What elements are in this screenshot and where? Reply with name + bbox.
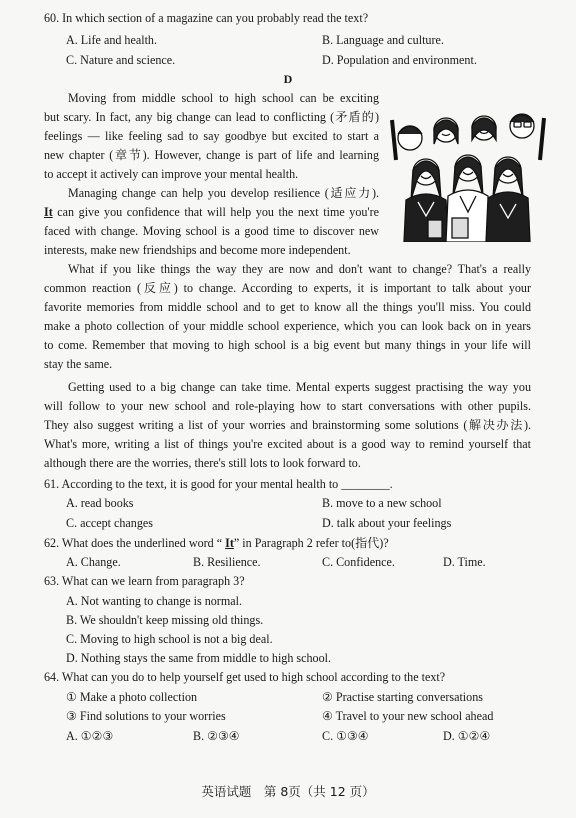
p4-line: although there are the worries, there's still lots to look forward to. — [44, 456, 361, 470]
p4-line: will follow to your new school and role-playing how to start conversations with other pupils. — [44, 399, 531, 413]
p1-line: to accept it actively can improve your mental health. — [44, 167, 299, 181]
q64-option-c: C. ①③④ — [322, 729, 369, 743]
p1-line: Moving from middle school to high school can be exciting — [68, 91, 379, 105]
students-illustration — [388, 100, 548, 242]
q64-item-4: ④ Travel to your new school ahead — [322, 709, 494, 723]
q60-stem: 60. In which section of a magazine can you probably read the text? — [44, 11, 369, 25]
q61-option-c: C. accept changes — [66, 516, 153, 530]
q60-option-a: A. Life and health. — [66, 33, 158, 47]
p3-line: favorite memories from middle school and to get to know all the things you'll miss. You could — [44, 300, 531, 314]
q60-option-b: B. Language and culture. — [322, 33, 444, 47]
p2-line: Managing change can help you develop resilience (适应力). — [68, 186, 379, 200]
passage-paragraph-2 — [44, 184, 379, 260]
p2-line: interests, make new friendships and become more independent. — [44, 243, 351, 257]
p4-line: Getting used to a big change can take time. Mental experts suggest practising the way you — [68, 380, 531, 394]
passage-paragraph-4 — [44, 378, 531, 473]
q61-stem: 61. According to the text, it is good for your mental health to ________. — [44, 477, 393, 491]
q62-stem-end: ” in Paragraph 2 refer to(指代)? — [233, 536, 389, 550]
q64-item-1: ① Make a photo collection — [66, 690, 198, 704]
q62-stem — [44, 534, 389, 553]
q64-option-d: D. ①②④ — [443, 729, 491, 743]
q62-option-d: D. Time. — [443, 555, 486, 569]
passage-paragraph-3 — [44, 260, 531, 374]
p4-line: They also suggest writing a list of your worries and brainstorming some solutions (解决办法). — [44, 418, 531, 432]
q61-option-a: A. read books — [66, 496, 134, 510]
p2-line-it — [44, 203, 379, 222]
p2-line: faced with change. Moving school is a good time to discover new — [44, 224, 379, 238]
q60-option-c: C. Nature and science. — [66, 53, 176, 67]
q62-underlined-it: It — [225, 536, 234, 550]
q62-option-a: A. Change. — [66, 555, 121, 569]
q64-item-3: ③ Find solutions to your worries — [66, 709, 226, 723]
p1-line: new chapter (章节). However, change is part of life and learning — [44, 148, 379, 162]
q63-option-c: C. Moving to high school is not a big deal. — [66, 632, 273, 646]
passage-label: D — [283, 72, 293, 86]
q64-option-a: A. ①②③ — [66, 729, 114, 743]
page-footer: 英语试题 第 8页（共 12 页） — [201, 784, 375, 799]
q62-stem-start: 62. What does the underlined word “ — [44, 536, 226, 550]
q62-option-c: C. Confidence. — [322, 555, 395, 569]
q64-option-b: B. ②③④ — [193, 729, 240, 743]
passage-paragraph-1 — [44, 89, 379, 184]
underlined-word-it: It — [44, 205, 53, 219]
q63-option-d: D. Nothing stays the same from middle to high school. — [66, 651, 332, 665]
q63-option-b: B. We shouldn't keep missing old things. — [66, 613, 264, 627]
p3-line: to come. Remember that moving to high school is a big event but many things in your life will — [44, 338, 531, 352]
q63-option-a: A. Not wanting to change is normal. — [66, 594, 242, 608]
p4-line: What's more, writing a list of things you're excited about is a good way to remind yourself that — [44, 437, 531, 451]
p1-line: but scary. In fact, any big change can lead to conflicting (矛盾的) — [44, 110, 379, 124]
q62-option-b: B. Resilience. — [193, 555, 261, 569]
q63-stem: 63. What can we learn from paragraph 3? — [44, 574, 245, 588]
q60-option-d: D. Population and environment. — [322, 53, 477, 67]
q64-stem: 64. What can you do to help yourself get used to high school according to the text? — [44, 670, 446, 684]
p2-line-rest: can give you confidence that will help you the next time you're — [52, 205, 379, 219]
p3-line: stay the same. — [44, 357, 113, 371]
q61-option-d: D. talk about your feelings — [322, 516, 452, 530]
p3-line: What if you like things the way they are now and don't want to change? That's a really — [68, 262, 531, 276]
q64-item-2: ② Practise starting conversations — [322, 690, 483, 704]
p3-line: make a photo collection of your middle school experience, which you can look back on in years — [44, 319, 531, 333]
q61-option-b: B. move to a new school — [322, 496, 442, 510]
p1-line: feelings — like feeling sad to say goodbye but excited to start a — [44, 129, 379, 143]
p3-line: common reaction (反应) to change. According to experts, it is important to talk about your — [44, 281, 531, 295]
